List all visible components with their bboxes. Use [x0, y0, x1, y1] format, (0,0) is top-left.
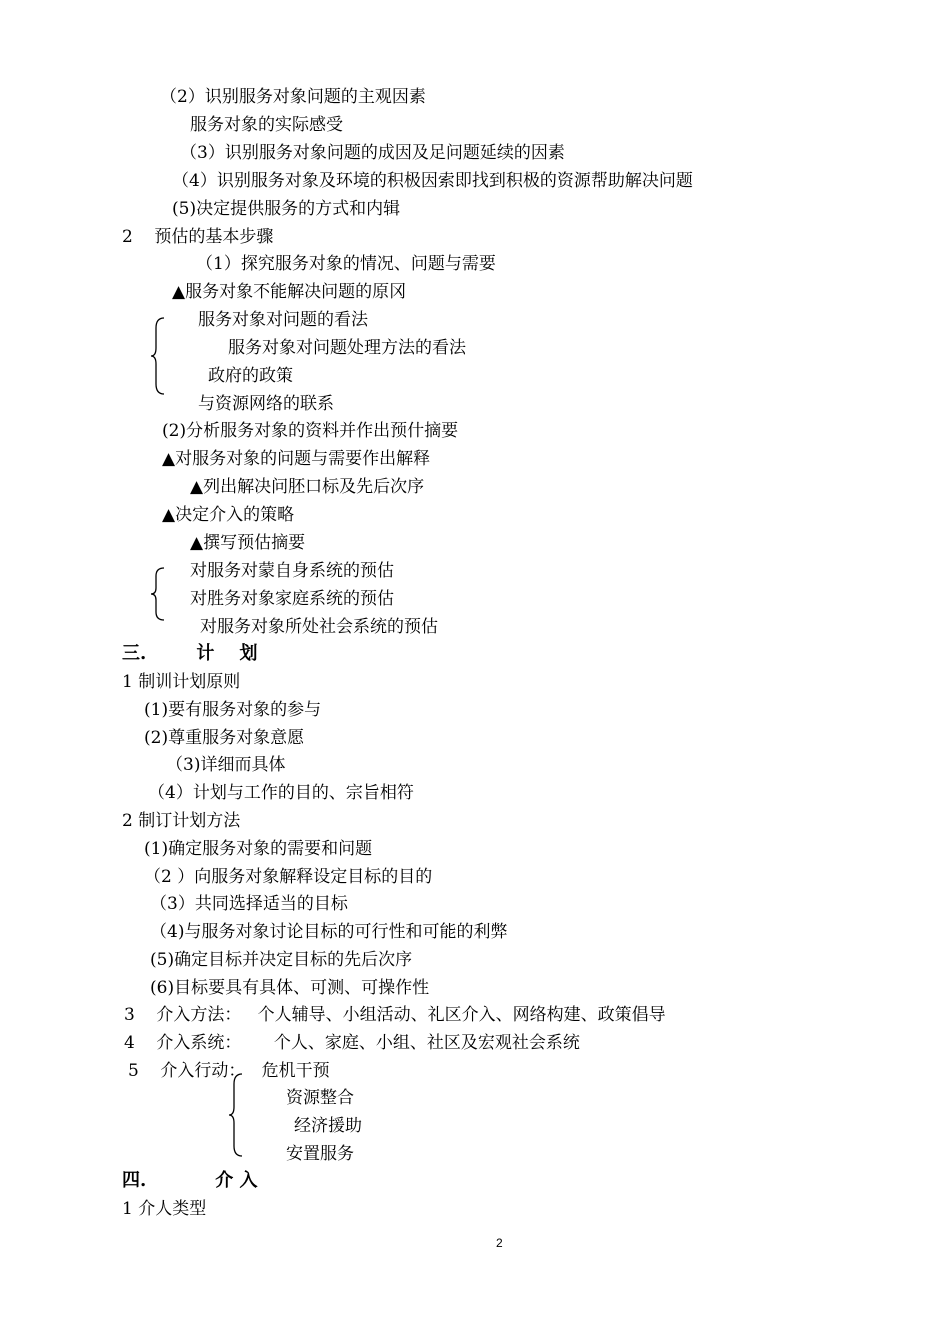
page-number: 2: [496, 1236, 503, 1250]
text-line: (5)决定提供服务的方式和内辑: [172, 199, 401, 219]
text-line: (2)尊重服务对象意愿: [144, 728, 305, 748]
section-item: 1 介人类型: [122, 1199, 207, 1219]
section-item: 2 制订计划方法: [122, 811, 241, 831]
text-line: （2 ）向服务对象解释设定目标的目的: [144, 867, 433, 887]
text-line: (6)目标要具有具体、可测、可操作性: [150, 978, 430, 998]
section-item: 4 介入系统： 个人、家庭、小组、社区及宏观社会系统: [124, 1033, 580, 1053]
text-line: 对服务对蒙自身系统的预估: [190, 561, 394, 581]
text-line: 服务对象的实际感受: [190, 115, 343, 135]
section-item: 5 介入行动： 危机干预: [128, 1061, 330, 1081]
text-line: ▲决定介入的策略: [162, 505, 295, 525]
section-heading: 四. 介 入: [122, 1170, 258, 1191]
text-line: （4）识别服务对象及环境的积极因索即找到积极的资源帮助解决问题: [172, 171, 693, 191]
text-line: 与资源网络的联系: [198, 394, 334, 414]
text-line: （2）识别服务对象问题的主观因素: [160, 87, 426, 107]
text-line: 对胜务对象家庭系统的预估: [190, 589, 394, 609]
section-item: 2 预估的基本步骤: [122, 227, 274, 247]
text-line: (1)要有服务对象的参与: [144, 700, 322, 720]
text-line: ▲对服务对象的问题与需要作出解释: [162, 449, 431, 469]
section-item: 3 介入方法： 个人辅导、小组活动、礼区介入、网络构建、政策倡导: [124, 1005, 666, 1025]
text-line: 安置服务: [286, 1144, 354, 1164]
text-line: 服务对象对问题的看法: [198, 310, 368, 330]
text-line: (5)确定目标并决定目标的先后次序: [150, 950, 413, 970]
text-line: （3）识别服务对象问题的成因及足问题延续的因素: [180, 143, 565, 163]
section-heading: 三. 计 划: [122, 643, 258, 664]
curly-brace-icon: [228, 1072, 244, 1158]
text-line: 经济援助: [294, 1116, 362, 1136]
text-line: （3)详细而具体: [166, 755, 286, 775]
text-line: (2)分析服务对象的资料并作出预什摘要: [162, 421, 459, 441]
text-line: （1）探究服务对象的情况、问题与需要: [196, 254, 496, 274]
section-item: 1 制训计划原则: [122, 672, 241, 692]
text-line: ▲服务对象不能解决问题的原冈: [172, 282, 407, 302]
curly-brace-icon: [150, 566, 166, 622]
curly-brace-icon: [150, 316, 166, 396]
text-line: （4)与服务对象讨论目标的可行性和可能的利弊: [150, 922, 508, 942]
text-line: ▲列出解决问胚口标及先后次序: [190, 477, 425, 497]
text-line: 服务对象对问题处理方法的看法: [228, 338, 466, 358]
text-line: 政府的政策: [208, 366, 293, 386]
text-line: 资源整合: [286, 1088, 354, 1108]
text-line: (1)确定服务对象的需要和问题: [144, 839, 373, 859]
text-line: ▲撰写预估摘要: [190, 533, 306, 553]
text-line: （4）计划与工作的目的、宗旨相符: [148, 783, 414, 803]
text-line: （3）共同选择适当的目标: [150, 894, 348, 914]
text-line: 对服务对象所处社会系统的预估: [200, 617, 438, 637]
